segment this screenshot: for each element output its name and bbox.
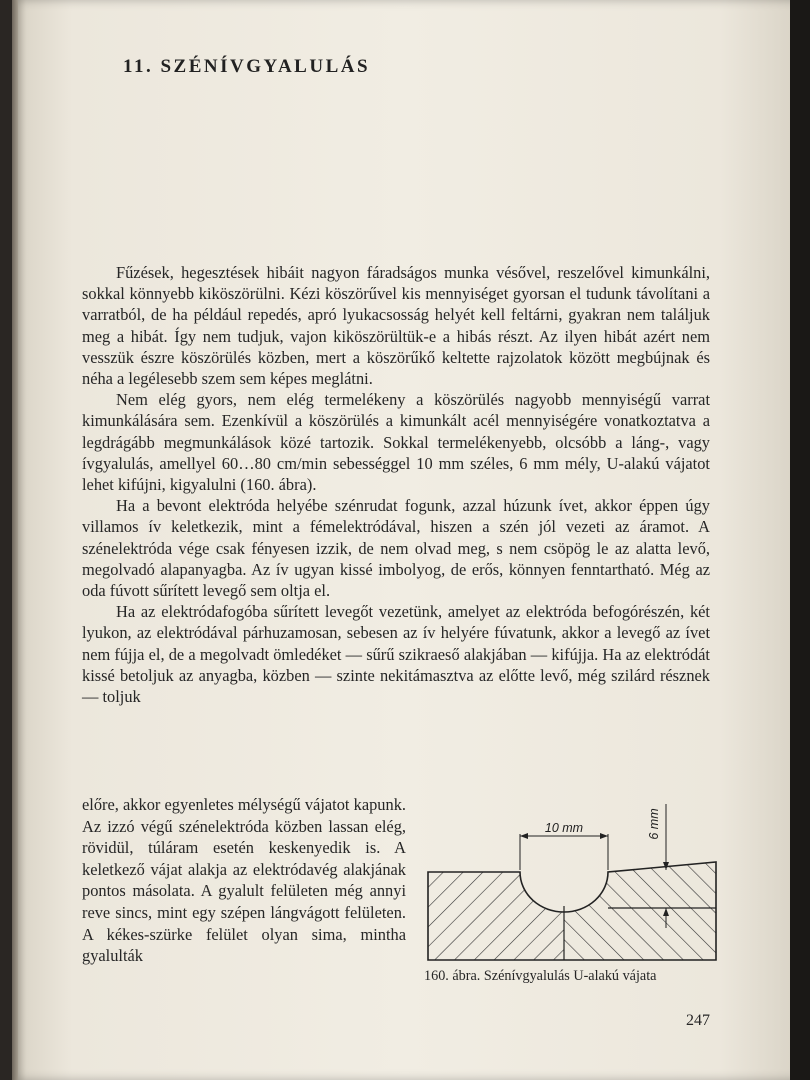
background-edge	[790, 0, 810, 1080]
depth-label: 6 mm	[647, 808, 661, 840]
narrow-paragraph: előre, akkor egyenletes mélységű vájatot kapunk. Az izzó végű szénelektróda közben lassan elég, rövidül, túláram esetén keskenyedik is. A keletkező vájat alakja az elektródavég alakjának pontos másolata. A gyalult felületen még annyi reve sincs, mint egy szépen lángvágott felületen. A kékes-szürke felület olyan sima, mintha gyalulták	[82, 795, 406, 966]
width-dimension	[520, 821, 608, 870]
body-text	[82, 262, 710, 707]
paragraph-3: Ha a bevont elektróda helyébe szénrudat fogunk, azzal húzunk ívet, akkor éppen úgy villamos ív keletkezik, mint a fémelektródával, hiszen a szén jól vezeti az áramot. A szénelektróda vége csak fényesen izzik, de nem olvad meg, s nem csöpög le az alatta levő, megolvadó alapanyagba. Az ív ugyan kissé imbolyog, de erős, könnyen fenntartható. Még az oda fúvott sűrített levegő sem oltja el.	[82, 496, 710, 601]
figure-caption: 160. ábra. Szénívgyalulás U-alakú vájata	[424, 968, 657, 984]
paragraph-4: Ha az elektródafogóba sűrített levegőt vezetünk, amelyet az elektróda befogórészén, két lyukon, az elektródával párhuzamosan, sebesen az ív helyére fúvatunk, akkor a levegő az ívet nem fújja el, de a megolvadt ömledéket — sűrű szikraeső alakjában — kifújja. Ha az elektródát kissé betoljuk az anyagba, közben — szinte nekitámasztva az előtte levő, még szilárd résznek — toljuk	[82, 602, 710, 707]
paragraph-1: Fűzések, hegesztések hibáit nagyon fáradságos munka vésővel, reszelővel kimunkálni, sokkal könnyebb kiköszörülni. Kézi köszörűvel kis mennyiséget gyorsan el tudunk távolítani a varratból, de ha például repedés, apró lyukacsosság helyét kell feltárni, gyakran nem találjuk meg a hibát. Így nem tudjuk, vajon kiköszörültük-e a hibás részt. Az ilyen hibát azért nem vesszük észre köszörülés közben, mert a köszörűkő keltette rajzolatok között megbújnak és néha a legélesebb szem sem képes meglátni.	[82, 263, 710, 389]
paragraph-2: Nem elég gyors, nem elég termelékeny a köszörülés nagyobb mennyiségű varrat kimunkálására sem. Ezenkívül a köszörülés a kimunkált acél mennyiségére vonatkoztatva a legdrágább megmunkálások közé tartozik. Sokkal termelékenyebb, olcsóbb a láng-, vagy ívgyalulás, amellyel 60…80 cm/min sebességgel 10 mm széles, 6 mm mély, U-alakú vájatot lehet kifújni, kigyalulni (160. ábra).	[82, 390, 710, 495]
book-spine	[12, 0, 18, 1080]
figure-u-groove	[420, 796, 720, 996]
workpiece-section	[428, 862, 716, 960]
width-label: 10 mm	[544, 821, 584, 835]
chapter-title: 11. SZÉNÍVGYALULÁS	[123, 56, 371, 77]
page-number: 247	[686, 1012, 710, 1029]
